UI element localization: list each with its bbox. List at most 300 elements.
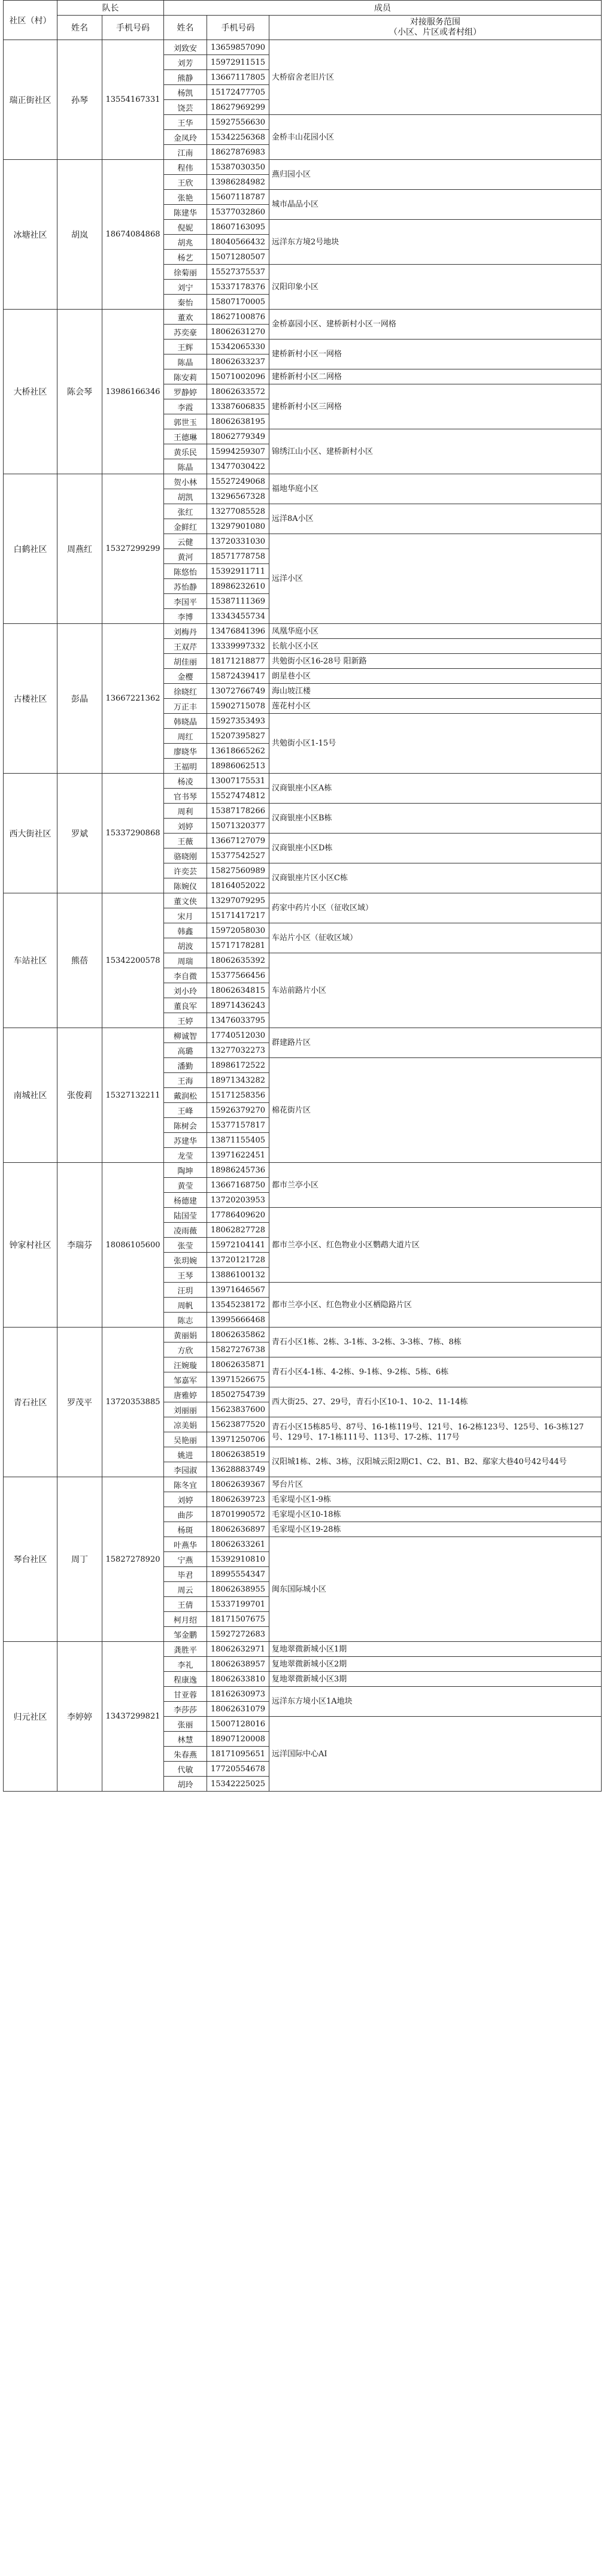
member-phone: 15527249068 (207, 474, 269, 489)
service-area: 毛家堤小区1-9栋 (269, 1492, 602, 1507)
member-phone: 17720554678 (207, 1762, 269, 1777)
service-area: 莲花村小区 (269, 699, 602, 714)
member-phone: 15607118787 (207, 190, 269, 205)
community-name: 白鹤社区 (4, 474, 57, 624)
service-area: 海山坡江楼 (269, 684, 602, 699)
member-phone: 15392911711 (207, 564, 269, 579)
member-phone: 18062639367 (207, 1477, 269, 1492)
member-phone: 13545238172 (207, 1298, 269, 1313)
member-name: 龙莹 (164, 1148, 207, 1163)
header-member-name: 姓名 (164, 16, 207, 40)
member-name: 董文侠 (164, 893, 207, 908)
member-phone: 18062827728 (207, 1223, 269, 1238)
member-name: 徐菊丽 (164, 265, 207, 280)
member-phone: 18627100876 (207, 310, 269, 325)
member-name: 陶坤 (164, 1163, 207, 1178)
member-phone: 15007128016 (207, 1717, 269, 1732)
member-name: 王福明 (164, 759, 207, 774)
member-phone: 15377032860 (207, 205, 269, 220)
header-member-phone: 手机号码 (207, 16, 269, 40)
member-phone: 13667127079 (207, 834, 269, 848)
member-phone: 18062634815 (207, 983, 269, 998)
table-row (4, 1642, 602, 1657)
member-phone: 15171258356 (207, 1088, 269, 1103)
member-phone: 13477030422 (207, 459, 269, 474)
leader-phone: 13986166346 (102, 310, 164, 474)
table-row (4, 474, 602, 489)
member-phone: 18040566432 (207, 235, 269, 250)
service-area: 城市晶品小区 (269, 190, 602, 220)
service-area: 琴台片区 (269, 1477, 602, 1492)
member-phone: 15172477705 (207, 85, 269, 100)
member-phone: 18171218877 (207, 654, 269, 669)
leader-name: 孙琴 (57, 40, 102, 160)
member-phone: 15994259307 (207, 444, 269, 459)
member-phone: 18062638957 (207, 1657, 269, 1672)
member-phone: 18162630973 (207, 1687, 269, 1702)
member-name: 王倩 (164, 1597, 207, 1612)
member-phone: 15527474812 (207, 789, 269, 804)
member-phone: 15927272683 (207, 1627, 269, 1642)
member-phone: 18062631270 (207, 325, 269, 340)
service-area: 燕归园小区 (269, 160, 602, 190)
header-service-area-text: 对接服务范围 （小区、片区或者村组） (389, 17, 481, 37)
member-name: 王德琳 (164, 429, 207, 444)
member-phone: 13007175531 (207, 774, 269, 789)
member-name: 倪妮 (164, 220, 207, 235)
member-name: 周云 (164, 1582, 207, 1597)
member-phone: 13072766749 (207, 684, 269, 699)
member-phone: 15972104141 (207, 1238, 269, 1253)
member-phone: 18171507675 (207, 1612, 269, 1627)
member-name: 程伟 (164, 160, 207, 175)
community-name: 西大街社区 (4, 774, 57, 893)
member-name: 陈志 (164, 1313, 207, 1328)
table-row (4, 40, 602, 55)
member-name: 王海 (164, 1073, 207, 1088)
table-row (4, 1477, 602, 1492)
community-name: 大桥社区 (4, 310, 57, 474)
member-phone: 15171417217 (207, 908, 269, 923)
member-name: 刘婷 (164, 1492, 207, 1507)
community-name: 青石社区 (4, 1328, 57, 1477)
member-name: 胡玲 (164, 1777, 207, 1792)
member-name: 李博 (164, 609, 207, 624)
member-phone: 13297901080 (207, 519, 269, 534)
member-phone: 15872439417 (207, 669, 269, 684)
service-area: 群建路片区 (269, 1028, 602, 1058)
member-phone: 15392910810 (207, 1552, 269, 1567)
member-name: 王辉 (164, 340, 207, 354)
member-phone: 18062779349 (207, 429, 269, 444)
member-name: 张艳 (164, 190, 207, 205)
table-row (4, 310, 602, 325)
member-name: 汪婉璇 (164, 1357, 207, 1372)
member-name: 林慧 (164, 1732, 207, 1747)
member-name: 李礼 (164, 1657, 207, 1672)
community-name: 瑞正街社区 (4, 40, 57, 160)
member-name: 陆国莹 (164, 1208, 207, 1223)
member-name: 官书琴 (164, 789, 207, 804)
member-name: 刘梅丹 (164, 624, 207, 639)
member-phone: 15387178266 (207, 804, 269, 819)
member-name: 陈晶 (164, 354, 207, 369)
member-phone: 15717178281 (207, 938, 269, 953)
member-phone: 13339997332 (207, 639, 269, 654)
table-row (4, 774, 602, 789)
member-phone: 13659857090 (207, 40, 269, 55)
leader-phone: 15337290868 (102, 774, 164, 893)
service-area: 毛家堤小区10-18栋 (269, 1507, 602, 1522)
member-name: 杨斑 (164, 1522, 207, 1537)
service-area: 远洋小区 (269, 534, 602, 624)
service-area: 汉阳印象小区 (269, 265, 602, 310)
member-name: 凉美娟 (164, 1417, 207, 1432)
member-name: 陈婉仪 (164, 878, 207, 893)
member-name: 甘亚蓉 (164, 1687, 207, 1702)
leader-name: 陈会琴 (57, 310, 102, 474)
leader-phone: 13437299821 (102, 1642, 164, 1792)
service-area: 汉商银座小区B栋 (269, 804, 602, 834)
member-phone: 13297079295 (207, 893, 269, 908)
member-phone: 18986062513 (207, 759, 269, 774)
member-phone: 15807170005 (207, 295, 269, 310)
service-area: 福地华庭小区 (269, 474, 602, 504)
service-area: 大桥宿舍老旧片区 (269, 40, 602, 115)
leader-phone: 13554167331 (102, 40, 164, 160)
member-name: 陈冬宜 (164, 1477, 207, 1492)
service-area: 青石小区1栋、2栋、3-1栋、3-2栋、3-3栋、7栋、8栋 (269, 1328, 602, 1357)
member-name: 胡波 (164, 938, 207, 953)
member-name: 张丽 (164, 1717, 207, 1732)
header-leader-group: 队长 (57, 1, 164, 16)
member-name: 骆晓刚 (164, 848, 207, 863)
leader-name: 罗斌 (57, 774, 102, 893)
leader-phone: 18086105600 (102, 1163, 164, 1328)
member-phone: 18062633261 (207, 1537, 269, 1552)
member-name: 贺小林 (164, 474, 207, 489)
member-phone: 18701990572 (207, 1507, 269, 1522)
member-name: 曲莎 (164, 1507, 207, 1522)
header-members-group: 成员 (164, 1, 602, 16)
service-area: 金桥丰山花园小区 (269, 115, 602, 160)
member-name: 金凤玲 (164, 130, 207, 145)
member-name: 程康逸 (164, 1672, 207, 1687)
member-name: 廖晓华 (164, 744, 207, 759)
leader-phone: 13720353885 (102, 1328, 164, 1477)
service-area: 复地翠微新城小区2期 (269, 1657, 602, 1672)
member-name: 周红 (164, 729, 207, 744)
service-area: 朗星巷小区 (269, 669, 602, 684)
community-name: 钟家村社区 (4, 1163, 57, 1328)
member-phone: 18062639723 (207, 1492, 269, 1507)
service-area: 金桥嘉园小区、建桥新村小区一网格 (269, 310, 602, 340)
leader-name: 彭晶 (57, 624, 102, 774)
member-phone: 13971646567 (207, 1283, 269, 1298)
member-name: 苏怡静 (164, 579, 207, 594)
service-area: 汉阳城1栋、2栋、3栋，汉阳城云阳2期C1、C2、B1、B2、鄢家大巷40号42号44号 (269, 1447, 602, 1477)
table-header (4, 1, 602, 40)
member-name: 周瑞 (164, 953, 207, 968)
member-phone: 13886100132 (207, 1268, 269, 1283)
member-phone: 13720121728 (207, 1253, 269, 1268)
member-phone: 15972911515 (207, 55, 269, 70)
service-area: 都市兰亭小区、红色物业小区栖隐路片区 (269, 1283, 602, 1328)
member-name: 胡佳丽 (164, 654, 207, 669)
member-name: 戴润松 (164, 1088, 207, 1103)
leader-name: 李婷婷 (57, 1642, 102, 1792)
table-row (4, 1028, 602, 1043)
community-name: 古楼社区 (4, 624, 57, 774)
service-area: 青石小区4-1栋、4-2栋、9-1栋、9-2栋、5栋、6栋 (269, 1357, 602, 1387)
service-area: 复地翠微新城小区3期 (269, 1672, 602, 1687)
member-name: 王华 (164, 115, 207, 130)
member-phone: 15342256368 (207, 130, 269, 145)
member-name: 刘小玲 (164, 983, 207, 998)
service-area: 车站前路片小区 (269, 953, 602, 1028)
member-phone: 18571778758 (207, 549, 269, 564)
member-phone: 18062635862 (207, 1328, 269, 1342)
member-name: 陈树会 (164, 1118, 207, 1133)
service-area: 都市兰亭小区 (269, 1163, 602, 1208)
member-phone: 15387030350 (207, 160, 269, 175)
member-phone: 13667117805 (207, 70, 269, 85)
member-phone: 15071320377 (207, 819, 269, 834)
team-roster-table (3, 0, 602, 1792)
member-name: 李自微 (164, 968, 207, 983)
service-area: 闽东国际城小区 (269, 1537, 602, 1642)
member-name: 柳诚智 (164, 1028, 207, 1043)
member-name: 汪玥 (164, 1283, 207, 1298)
member-phone: 15827560989 (207, 863, 269, 878)
member-name: 唐雅婷 (164, 1387, 207, 1402)
member-phone: 18171095651 (207, 1747, 269, 1762)
member-phone: 18502754739 (207, 1387, 269, 1402)
member-phone: 13995666468 (207, 1313, 269, 1328)
member-name: 高璐 (164, 1043, 207, 1058)
member-phone: 18062636897 (207, 1522, 269, 1537)
member-name: 龚胜平 (164, 1642, 207, 1657)
leader-name: 张俊莉 (57, 1028, 102, 1163)
member-phone: 15527375537 (207, 265, 269, 280)
member-name: 陈晶 (164, 459, 207, 474)
member-name: 叶燕华 (164, 1537, 207, 1552)
member-phone: 18062638519 (207, 1447, 269, 1462)
leader-name: 周丁 (57, 1477, 102, 1642)
member-phone: 18971343282 (207, 1073, 269, 1088)
service-area: 棉花街片区 (269, 1058, 602, 1163)
member-phone: 13277032273 (207, 1043, 269, 1058)
service-area: 远洋东方境小区1A地块 (269, 1687, 602, 1717)
member-phone: 18062638955 (207, 1582, 269, 1597)
service-area: 汉商银座小区A栋 (269, 774, 602, 804)
header-community: 社区（村） (4, 1, 57, 40)
header-service-area (269, 16, 602, 40)
member-name: 郭世玉 (164, 414, 207, 429)
member-name: 张红 (164, 504, 207, 519)
member-phone: 13296567328 (207, 489, 269, 504)
member-name: 王欣 (164, 175, 207, 190)
member-name: 韩晓晶 (164, 714, 207, 729)
member-phone: 18062638195 (207, 414, 269, 429)
member-name: 潘勤 (164, 1058, 207, 1073)
member-name: 刘致安 (164, 40, 207, 55)
service-area: 毛家堤小区19-28栋 (269, 1522, 602, 1537)
member-name: 李霞 (164, 399, 207, 414)
member-phone: 13476841396 (207, 624, 269, 639)
community-name: 归元社区 (4, 1642, 57, 1792)
member-name: 黄丽娟 (164, 1328, 207, 1342)
member-name: 金樱 (164, 669, 207, 684)
member-name: 凌雨薇 (164, 1223, 207, 1238)
member-phone: 18062633237 (207, 354, 269, 369)
member-phone: 13871155405 (207, 1133, 269, 1148)
leader-name: 周燕红 (57, 474, 102, 624)
member-phone: 18971436243 (207, 998, 269, 1013)
member-phone: 15377566456 (207, 968, 269, 983)
table-row (4, 893, 602, 908)
member-name: 周利 (164, 804, 207, 819)
member-name: 王琴 (164, 1268, 207, 1283)
member-phone: 15387111369 (207, 594, 269, 609)
member-name: 邹嘉军 (164, 1372, 207, 1387)
member-phone: 15827276738 (207, 1342, 269, 1357)
member-phone: 17786409620 (207, 1208, 269, 1223)
member-name: 毕君 (164, 1567, 207, 1582)
member-name: 黄莹 (164, 1178, 207, 1193)
member-phone: 18986172522 (207, 1058, 269, 1073)
table-row (4, 160, 602, 175)
member-phone: 18607163095 (207, 220, 269, 235)
member-phone: 15377542527 (207, 848, 269, 863)
member-phone: 18062631079 (207, 1702, 269, 1717)
service-area: 建桥新村小区一网格 (269, 340, 602, 369)
table-row (4, 1328, 602, 1342)
member-phone: 18986232610 (207, 579, 269, 594)
member-phone: 15972058030 (207, 923, 269, 938)
member-phone: 15902715078 (207, 699, 269, 714)
service-area: 共勉街小区1-15号 (269, 714, 602, 774)
member-phone: 15623837600 (207, 1402, 269, 1417)
member-phone: 18986245736 (207, 1163, 269, 1178)
service-area: 药家中药片小区（征收区域） (269, 893, 602, 923)
member-name: 胡凯 (164, 489, 207, 504)
leader-name: 熊蓓 (57, 893, 102, 1028)
member-name: 周帆 (164, 1298, 207, 1313)
member-phone: 15071002096 (207, 369, 269, 384)
member-name: 罗静婷 (164, 384, 207, 399)
member-name: 云健 (164, 534, 207, 549)
member-phone: 18062635871 (207, 1357, 269, 1372)
leader-phone: 15827278920 (102, 1477, 164, 1642)
member-name: 方欣 (164, 1342, 207, 1357)
member-name: 王峰 (164, 1103, 207, 1118)
community-name: 冰塘社区 (4, 160, 57, 310)
member-name: 黄河 (164, 549, 207, 564)
member-phone: 13720203953 (207, 1193, 269, 1208)
service-area: 长航小区小区 (269, 639, 602, 654)
member-phone: 18907120008 (207, 1732, 269, 1747)
table-body (4, 40, 602, 1792)
leader-phone: 15327299299 (102, 474, 164, 624)
member-phone: 15623877520 (207, 1417, 269, 1432)
member-name: 代敏 (164, 1762, 207, 1777)
member-name: 王薇 (164, 834, 207, 848)
member-name: 宋月 (164, 908, 207, 923)
service-area: 汉商银座片区小区C栋 (269, 863, 602, 893)
member-name: 刘芳 (164, 55, 207, 70)
member-phone: 15927556630 (207, 115, 269, 130)
member-name: 李国平 (164, 594, 207, 609)
member-phone: 18062632971 (207, 1642, 269, 1657)
member-name: 万正丰 (164, 699, 207, 714)
member-name: 王双芹 (164, 639, 207, 654)
service-area: 远洋国际中心AI (269, 1717, 602, 1792)
service-area: 车站片小区（征收区域） (269, 923, 602, 953)
leader-phone: 13667221362 (102, 624, 164, 774)
member-name: 秦怡 (164, 295, 207, 310)
member-phone: 18627876983 (207, 145, 269, 160)
member-phone: 13971250706 (207, 1432, 269, 1447)
member-name: 陈安莉 (164, 369, 207, 384)
table-row (4, 1163, 602, 1178)
member-name: 徐晓红 (164, 684, 207, 699)
member-phone: 13387606835 (207, 399, 269, 414)
leader-phone: 18674084868 (102, 160, 164, 310)
member-name: 邹金鹏 (164, 1627, 207, 1642)
member-phone: 13476033795 (207, 1013, 269, 1028)
member-phone: 13628883749 (207, 1462, 269, 1477)
member-phone: 15377157817 (207, 1118, 269, 1133)
service-area: 远洋8A小区 (269, 504, 602, 534)
member-phone: 15207395827 (207, 729, 269, 744)
member-name: 饶芸 (164, 100, 207, 115)
member-name: 刘宁 (164, 280, 207, 295)
member-name: 熊静 (164, 70, 207, 85)
member-name: 朱春燕 (164, 1747, 207, 1762)
service-area: 复地翠微新城小区1期 (269, 1642, 602, 1657)
member-name: 陈悠怡 (164, 564, 207, 579)
member-name: 胡兆 (164, 235, 207, 250)
community-name: 车站社区 (4, 893, 57, 1028)
member-name: 杨德建 (164, 1193, 207, 1208)
member-phone: 15926379270 (207, 1103, 269, 1118)
table-row (4, 624, 602, 639)
member-phone: 13343455734 (207, 609, 269, 624)
member-phone: 13971526675 (207, 1372, 269, 1387)
member-phone: 15071280507 (207, 250, 269, 265)
member-name: 张玥婉 (164, 1253, 207, 1268)
leader-name: 胡岚 (57, 160, 102, 310)
service-area: 锦绣江山小区、建桥新村小区 (269, 429, 602, 474)
service-area: 西大街25、27、29号，青石小区10-1、10-2、11-14栋 (269, 1387, 602, 1417)
member-phone: 18995554347 (207, 1567, 269, 1582)
header-leader-name: 姓名 (57, 16, 102, 40)
service-area: 都市兰亭小区、红色物业小区鹦鹉大道片区 (269, 1208, 602, 1283)
member-name: 刘婷 (164, 819, 207, 834)
leader-phone: 15327132211 (102, 1028, 164, 1163)
member-phone: 15337178376 (207, 280, 269, 295)
member-name: 宁燕 (164, 1552, 207, 1567)
member-name: 刘丽丽 (164, 1402, 207, 1417)
member-phone: 15342065330 (207, 340, 269, 354)
member-phone: 13618665262 (207, 744, 269, 759)
member-phone: 13720331030 (207, 534, 269, 549)
member-phone: 18164052022 (207, 878, 269, 893)
service-area: 共勉街小区16-28号 阳新路 (269, 654, 602, 669)
member-name: 许奕芸 (164, 863, 207, 878)
header-leader-phone: 手机号码 (102, 16, 164, 40)
